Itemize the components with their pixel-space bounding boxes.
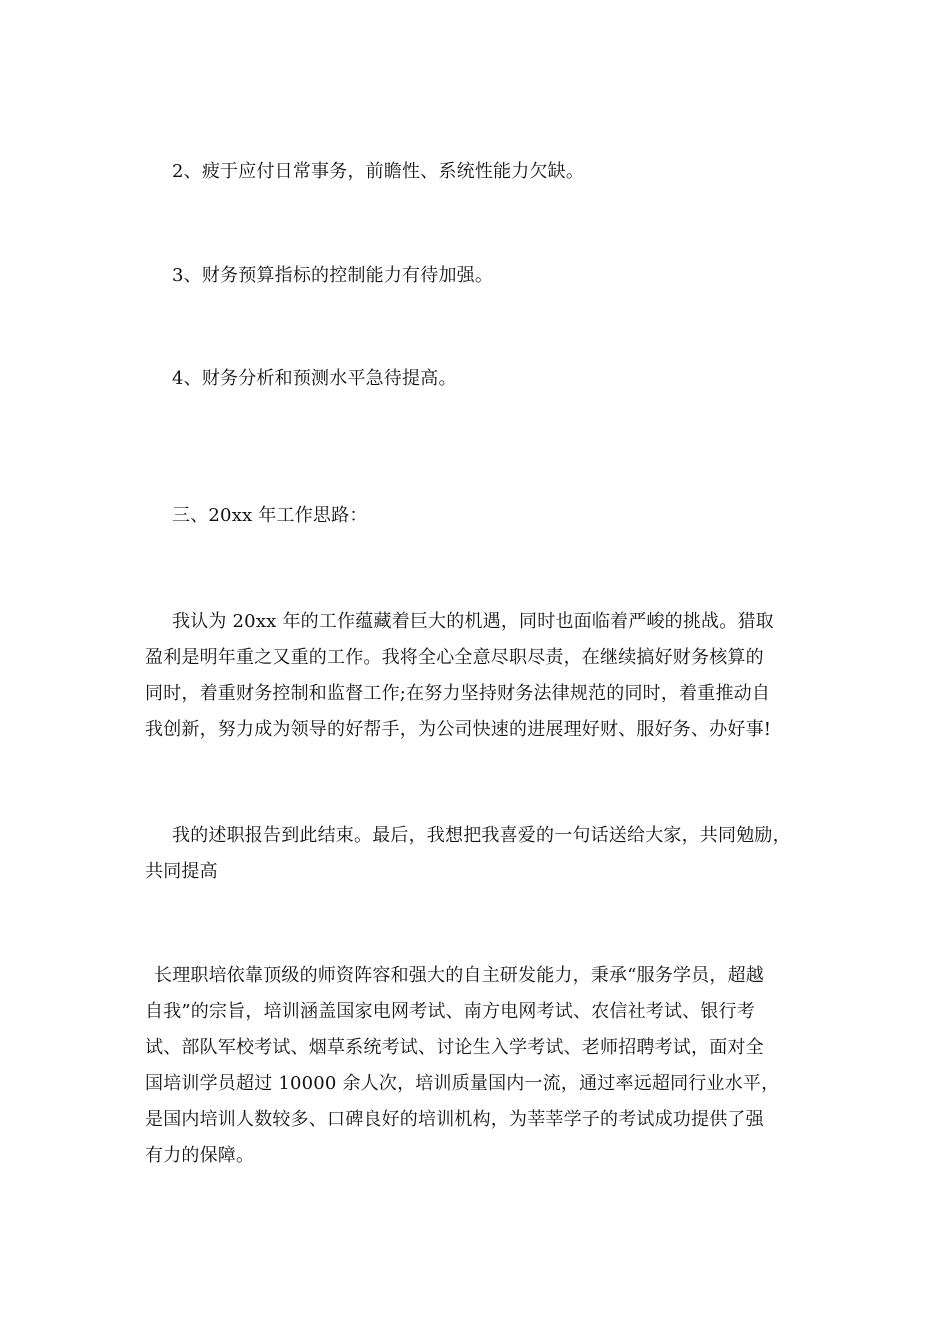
paragraph-line: 有力的保障。 (145, 1145, 255, 1166)
paragraph-line: 长理职培依靠顶级的师资阵容和强大的自主研发能力，秉承“服务学员，超越 (154, 965, 764, 986)
paragraph-line: 共同提高 (145, 861, 218, 882)
paragraph-closing (145, 818, 835, 890)
issue-item-4: 4、财务分析和预测水平急待提高。 (172, 368, 457, 389)
paragraph-line: 国培训学员超过 10000 余人次，培训质量国内一流，通过率远超同行业水平， (145, 1073, 780, 1094)
section-heading: 三、20xx 年工作思路： (172, 505, 368, 526)
paragraph-line: 我的述职报告到此结束。最后，我想把我喜爱的一句话送给大家，共同勉励， (172, 825, 791, 846)
issue-item-2: 2、疲于应付日常事务，前瞻性、系统性能力欠缺。 (172, 161, 585, 182)
paragraph-line: 盈利是明年重之又重的工作。我将全心全意尽职尽责，在继续搞好财务核算的 (145, 647, 764, 668)
paragraph-line: 我创新，努力成为领导的好帮手，为公司快速的进展理好财、服好务、办好事! (145, 719, 772, 740)
issue-item-3: 3、财务预算指标的控制能力有待加强。 (172, 265, 494, 286)
paragraph-training-ad (145, 958, 835, 1174)
paragraph-line: 自我”的宗旨，培训涵盖国家电网考试、南方电网考试、农信社考试、银行考 (145, 1001, 755, 1022)
paragraph-line: 我认为 20xx 年的工作蕴藏着巨大的机遇，同时也面临着严峻的挑战。猎取 (172, 611, 774, 632)
paragraph-line: 同时，着重财务控制和监督工作;在努力坚持财务法律规范的同时，着重推动自 (145, 683, 771, 704)
paragraph-line: 是国内培训人数较多、口碑良好的培训机构，为莘莘学子的考试成功提供了强 (145, 1109, 764, 1130)
paragraph-line: 试、部队军校考试、烟草系统考试、讨论生入学考试、老师招聘考试，面对全 (145, 1037, 764, 1058)
paragraph-work-plan (145, 604, 835, 748)
